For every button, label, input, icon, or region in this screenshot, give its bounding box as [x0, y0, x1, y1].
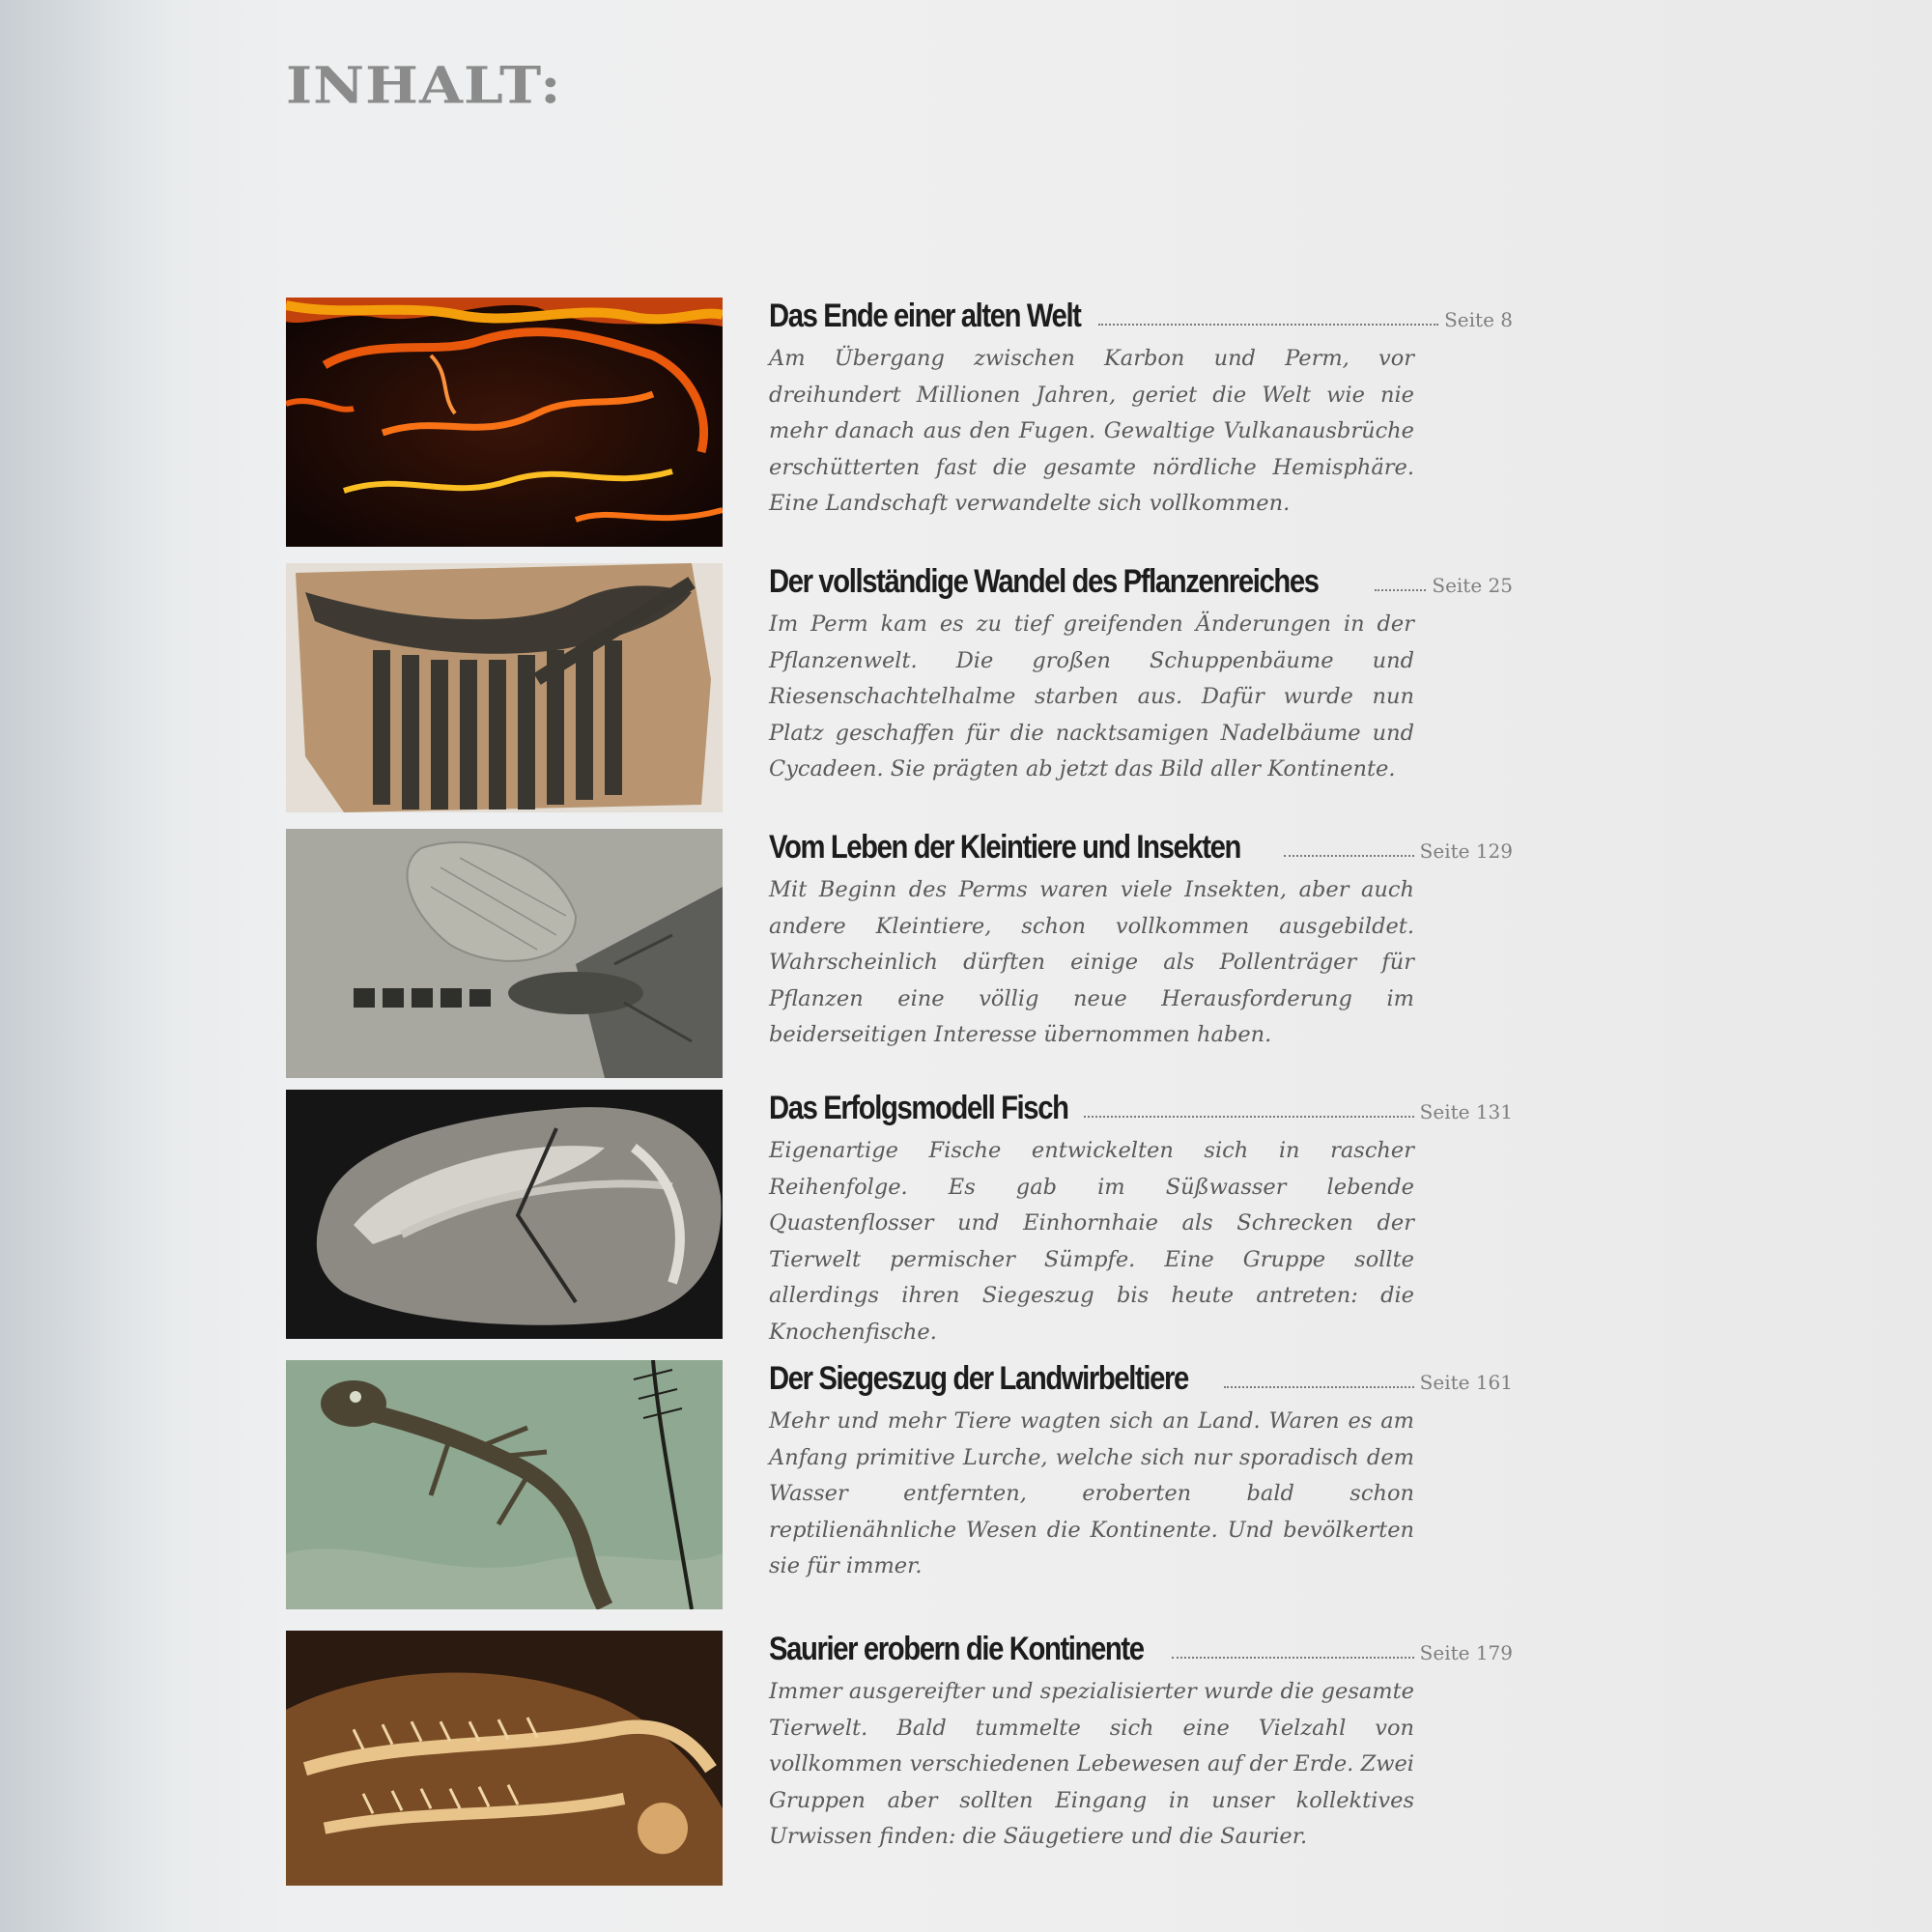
toc-entry[interactable]: [286, 298, 1532, 551]
entry-description: Im Perm kam es zu tief greifenden Änderungen in der Pflanzenwelt. Die großen Schuppenbäume und Riesenschachtelhalme starben aus. Dafür wurde nun Platz geschaffen für die nacktsamigen Nadelbäume und Cycadeen. Sie prägten ab jetzt das Bild aller Kontinente.: [769, 611, 1414, 781]
page-reference[interactable]: Seite 179: [1419, 1641, 1513, 1664]
entry-description: Mehr und mehr Tiere wagten sich an Land. Waren es am Anfang primitive Lurche, welche sich nur sporadisch dem Wasser entfernten, eroberten bald schon reptilienähnliche Wesen die Kontinente. Und bevölkerten sie für immer.: [769, 1408, 1414, 1578]
entry-heading[interactable]: Das Ende einer alten Welt: [769, 298, 1081, 334]
dot-leader: [1084, 1115, 1414, 1118]
page-reference[interactable]: Seite 25: [1432, 574, 1513, 597]
lava-image: [286, 298, 723, 547]
entry-description: Immer ausgereifter und spezialisierter wurde die gesamte Tierwelt. Bald tummelte sich eine Vielzahl von vollkommen verschiedenen Lebewesen auf der Erde. Zwei Gruppen aber sollten Eingang in unser kollektives Urwissen finden: die Säugetiere und die Saurier.: [769, 1679, 1414, 1849]
dot-leader: [1284, 854, 1413, 857]
amphibian-fossil-image: [286, 1360, 723, 1609]
page-reference[interactable]: Seite 8: [1444, 308, 1513, 331]
plant-fossil-image: [286, 563, 723, 812]
toc-entry[interactable]: [286, 1631, 1532, 1884]
page-reference[interactable]: Seite 129: [1419, 839, 1513, 863]
toc-entry[interactable]: [286, 829, 1532, 1082]
reptile-fossil-image: [286, 1631, 723, 1886]
toc-entry[interactable]: [286, 1090, 1532, 1343]
entry-heading[interactable]: Das Erfolgsmodell Fisch: [769, 1090, 1068, 1126]
dot-leader: [1224, 1385, 1414, 1388]
dot-leader: [1375, 588, 1426, 591]
entry-description: Eigenartige Fische entwickelten sich in rascher Reihenfolge. Es gab im Süßwasser lebende Quastenflosser und Einhornhaie als Schrecken der Tierwelt permischer Sümpfe. Eine Gruppe sollte allerdings ihren Siegeszug bis heute antreten: die Knochenfische.: [769, 1138, 1414, 1345]
entry-heading[interactable]: Der Siegeszug der Landwirbeltiere: [769, 1360, 1188, 1397]
entry-heading[interactable]: Vom Leben der Kleintiere und Insekten: [769, 829, 1240, 866]
toc-entry[interactable]: [286, 563, 1532, 816]
dot-leader: [1098, 323, 1438, 326]
entry-heading[interactable]: Saurier erobern die Kontinente: [769, 1631, 1144, 1667]
page-title: INHALT:: [286, 56, 562, 116]
entry-description: Am Übergang zwischen Karbon und Perm, vor dreihundert Millionen Jahren, geriet die Welt wie nie mehr danach aus den Fugen. Gewaltige Vulkanausbrüche erschütterten fast die gesamte nördliche Hemisphäre. Eine Landschaft verwandelte sich vollkommen.: [769, 346, 1414, 516]
dot-leader: [1172, 1656, 1414, 1659]
toc-entry[interactable]: [286, 1360, 1532, 1613]
page-gutter-shadow: [0, 0, 174, 1932]
page-reference[interactable]: Seite 161: [1419, 1371, 1513, 1394]
fish-fossil-image: [286, 1090, 723, 1339]
page-reference[interactable]: Seite 131: [1419, 1100, 1513, 1123]
insect-fossil-image: [286, 829, 723, 1078]
entry-description: Mit Beginn des Perms waren viele Insekten, aber auch andere Kleintiere, schon vollkommen ausgebildet. Wahrscheinlich dürften einige als Pollenträger für Pflanzen eine völlig neue Herausforderung im beiderseitigen Interesse übernommen haben.: [769, 877, 1414, 1047]
entry-heading[interactable]: Der vollständige Wandel des Pflanzenreiches: [769, 563, 1319, 600]
